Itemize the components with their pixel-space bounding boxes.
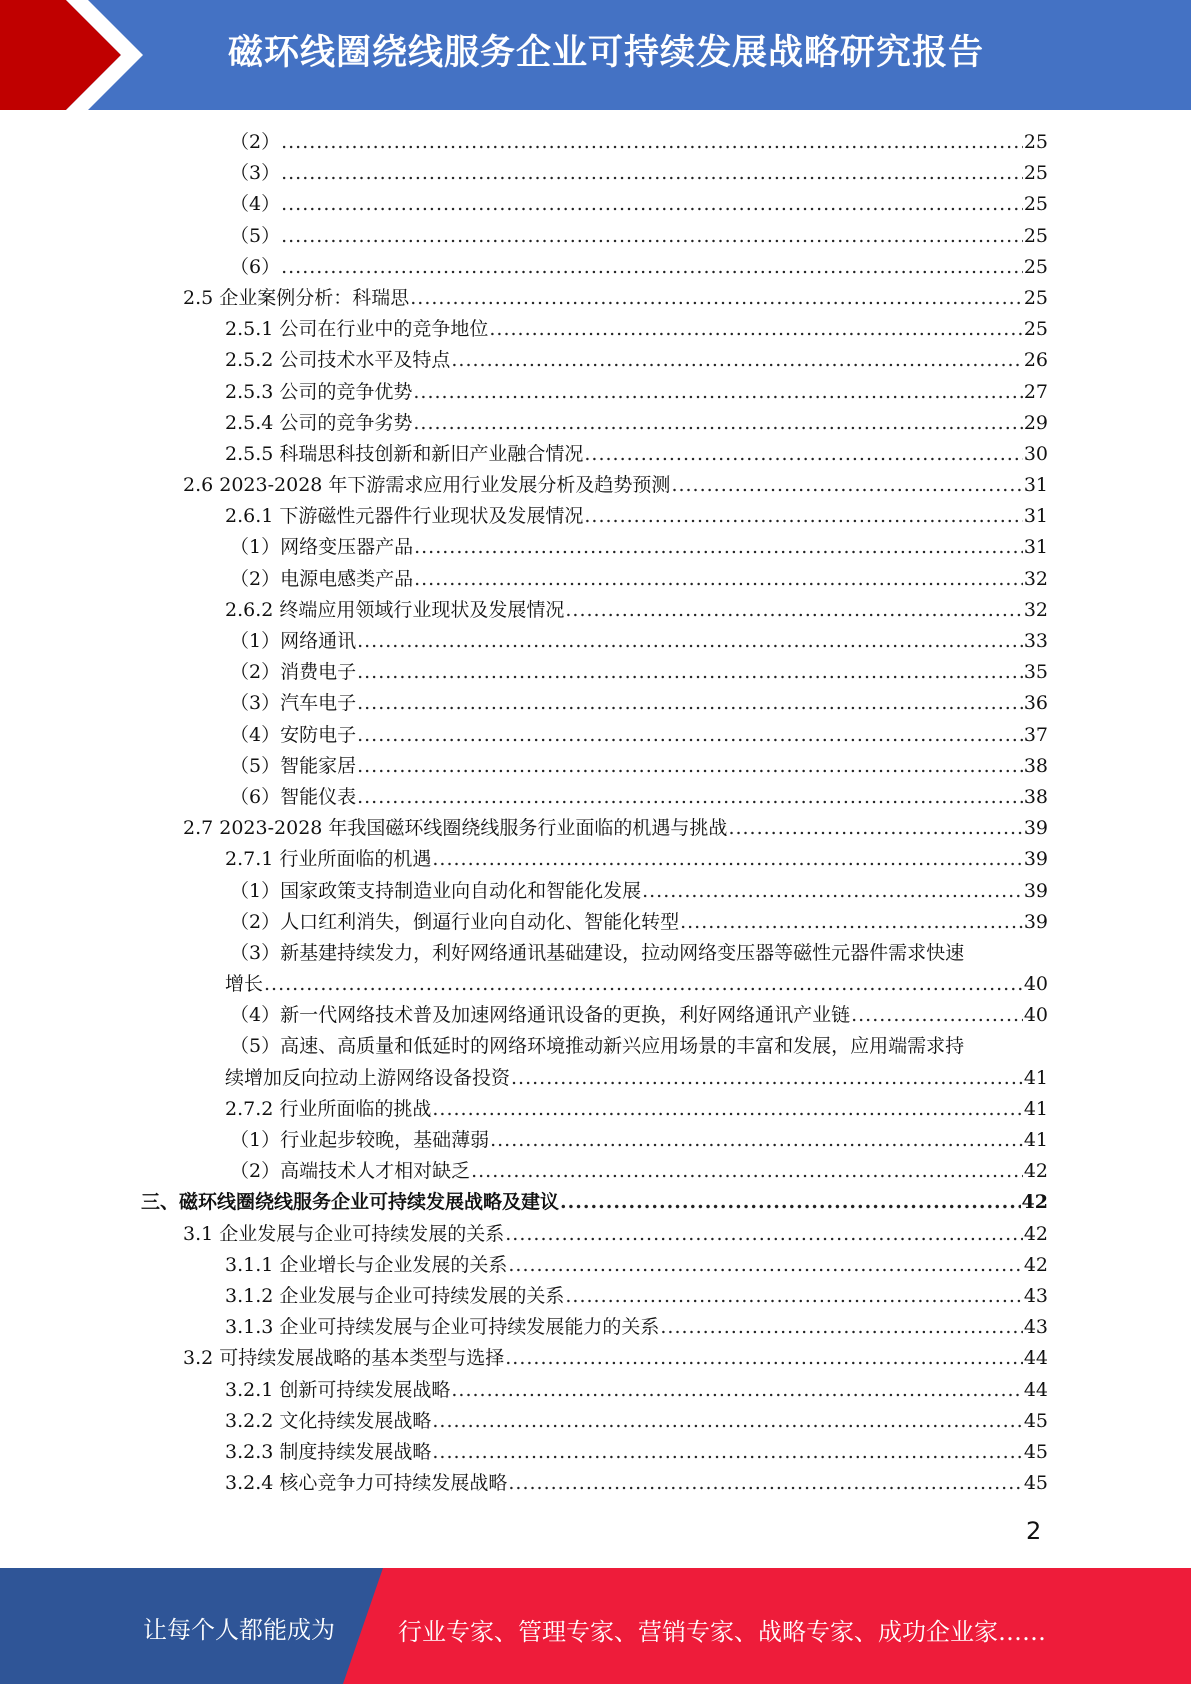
toc-entry[interactable]: [0, 127, 1191, 158]
toc-entry-wrapped-line[interactable]: [0, 938, 1191, 969]
toc-entry-page-number: 41: [1023, 1129, 1048, 1151]
toc-dot-leader: [728, 813, 1022, 844]
toc-dot-leader: [413, 377, 1022, 408]
toc-dot-leader: [584, 439, 1022, 470]
toc-dot-leader: [505, 1343, 1023, 1374]
toc-entry[interactable]: [0, 720, 1191, 751]
toc-entry-title: （6）智能仪表: [230, 785, 357, 808]
toc-dot-leader: [680, 907, 1023, 938]
toc-dot-leader: [357, 751, 1023, 782]
toc-dot-leader: [471, 1156, 1023, 1187]
toc-entry-title: 2.6.1 下游磁性元器件行业现状及发展情况: [225, 505, 584, 528]
toc-entry[interactable]: [0, 408, 1191, 439]
toc-entry-page-number: 27: [1023, 380, 1048, 403]
toc-entry[interactable]: [0, 1250, 1191, 1281]
toc-entry-page-number: 25: [1023, 193, 1048, 216]
toc-entry[interactable]: [0, 1063, 1191, 1094]
toc-entry[interactable]: [0, 532, 1191, 563]
toc-dot-leader: [508, 1250, 1022, 1281]
toc-entry-title: （2）高端技术人才相对缺乏: [230, 1160, 471, 1183]
toc-entry-page-number: 41: [1023, 1097, 1048, 1120]
toc-entry-page-number: 44: [1023, 1378, 1048, 1401]
toc-entry-title: （1）行业起步较晚，基础薄弱: [230, 1129, 490, 1151]
toc-entry[interactable]: [0, 1219, 1191, 1250]
toc-entry-title: 3.1.2 企业发展与企业可持续发展的关系: [225, 1284, 565, 1307]
toc-entry-title: 2.7.2 行业所面临的挑战: [225, 1097, 432, 1120]
toc-dot-leader: [357, 626, 1023, 657]
toc-dot-leader: [414, 532, 1023, 563]
toc-dot-leader: [490, 1125, 1023, 1156]
toc-entry-page-number: 45: [1023, 1409, 1048, 1432]
toc-entry[interactable]: [0, 1468, 1191, 1499]
toc-dot-leader: [281, 158, 1023, 189]
toc-dot-leader: [851, 1000, 1023, 1031]
toc-entry-title: 2.6.2 终端应用领域行业现状及发展情况: [225, 598, 565, 621]
footer-slogan-right: 行业专家、管理专家、营销专家、战略专家、成功企业家……: [398, 1618, 1046, 1646]
toc-entry[interactable]: [0, 969, 1191, 1000]
toc-entry-title: 续增加反向拉动上游网络设备投资: [225, 1066, 511, 1089]
page-number: 2: [1026, 1517, 1042, 1545]
toc-dot-leader: [432, 844, 1022, 875]
toc-entry[interactable]: [0, 252, 1191, 283]
toc-dot-leader: [451, 345, 1022, 376]
toc-entry-page-number: 25: [1023, 318, 1048, 341]
toc-entry-title: （4）新一代网络技术普及加速网络通讯设备的更换，利好网络通讯产业链: [230, 1004, 851, 1027]
toc-entry-page-number: 37: [1023, 723, 1048, 746]
toc-entry[interactable]: [0, 626, 1191, 657]
toc-entry[interactable]: [0, 314, 1191, 345]
toc-entry[interactable]: [0, 782, 1191, 813]
toc-entry[interactable]: [0, 345, 1191, 376]
toc-entry-title: 三、磁环线圈绕线服务企业可持续发展战略及建议: [141, 1191, 560, 1214]
toc-dot-leader: [281, 252, 1023, 283]
toc-entry-page-number: 38: [1023, 785, 1048, 808]
toc-entry-page-number: 31: [1023, 536, 1048, 559]
toc-entry-title: （2）: [230, 131, 281, 153]
toc-entry-page-number: 45: [1023, 1472, 1048, 1495]
toc-entry-title: （4）: [230, 193, 281, 216]
toc-entry[interactable]: [0, 470, 1191, 501]
toc-entry[interactable]: [0, 657, 1191, 688]
toc-entry[interactable]: [0, 1312, 1191, 1343]
toc-entry-title: 3.1.1 企业增长与企业发展的关系: [225, 1253, 508, 1276]
toc-entry-page-number: 32: [1023, 598, 1048, 621]
toc-entry-title: 2.7.1 行业所面临的机遇: [225, 848, 432, 871]
toc-entry-page-number: 31: [1023, 505, 1048, 528]
toc-dot-leader: [432, 1437, 1022, 1468]
toc-entry-title: （5）高速、高质量和低延时的网络环境推动新兴应用场景的丰富和发展，应用端需求持: [230, 1035, 965, 1058]
toc-entry-page-number: 40: [1023, 973, 1048, 996]
toc-entry-page-number: 42: [1023, 1222, 1048, 1245]
toc-dot-leader: [584, 501, 1022, 532]
toc-dot-leader: [671, 470, 1022, 501]
toc-entry-title: （2）消费电子: [230, 661, 357, 684]
toc-entry-title: （6）: [230, 255, 281, 278]
toc-dot-leader: [565, 595, 1022, 626]
toc-dot-leader: [432, 1094, 1022, 1125]
toc-entry-title: （1）网络变压器产品: [230, 536, 414, 559]
toc-entry[interactable]: [0, 1437, 1191, 1468]
toc-entry-page-number: 30: [1023, 442, 1048, 465]
toc-entry-title: 2.5.1 公司在行业中的竞争地位: [225, 318, 489, 341]
toc-entry-page-number: 29: [1023, 411, 1048, 434]
toc-entry-page-number: 25: [1023, 131, 1048, 153]
toc-entry[interactable]: [0, 1281, 1191, 1312]
toc-dot-leader: [413, 408, 1022, 439]
toc-entry[interactable]: [0, 876, 1191, 907]
toc-entry[interactable]: [0, 595, 1191, 626]
page-header: [0, 0, 1191, 110]
toc-entry-title: 2.7 2023-2028 年我国磁环线圈绕线服务行业面临的机遇与挑战: [183, 817, 728, 840]
toc-entry-page-number: 39: [1023, 817, 1048, 840]
toc-entry[interactable]: [0, 688, 1191, 719]
toc-entry-title: （5）: [230, 224, 281, 247]
toc-entry-title: 3.2.3 制度持续发展战略: [225, 1440, 432, 1463]
toc-entry-title: 3.2.4 核心竞争力可持续发展战略: [225, 1472, 508, 1495]
toc-entry-page-number: 32: [1023, 567, 1048, 590]
toc-entry[interactable]: [0, 439, 1191, 470]
report-title: 磁环线圈绕线服务企业可持续发展战略研究报告: [228, 33, 985, 73]
toc-entry-title: （3）新基建持续发力，利好网络通讯基础建设，拉动网络变压器等磁性元器件需求快速: [230, 941, 965, 964]
toc-entry[interactable]: [0, 1343, 1191, 1374]
toc-entry-title: （3）汽车电子: [230, 692, 357, 715]
toc-entry-page-number: 25: [1023, 162, 1048, 185]
toc-entry-page-number: 25: [1023, 286, 1048, 309]
toc-entry[interactable]: [0, 1000, 1191, 1031]
toc-dot-leader: [560, 1187, 1021, 1218]
toc-entry[interactable]: [0, 283, 1191, 314]
toc-entry[interactable]: [0, 1406, 1191, 1437]
toc-entry-page-number: 35: [1023, 661, 1048, 684]
toc-entry-page-number: 31: [1023, 474, 1048, 497]
toc-entry-title: 2.5.5 科瑞思科技创新和新旧产业融合情况: [225, 442, 584, 465]
toc-entry-page-number: 45: [1023, 1440, 1048, 1463]
toc-entry-title: 3.2.2 文化持续发展战略: [225, 1409, 432, 1432]
toc-entry-title: 2.6 2023-2028 年下游需求应用行业发展分析及趋势预测: [183, 474, 671, 497]
toc-entry[interactable]: [0, 501, 1191, 532]
toc-entry-title: （1）国家政策支持制造业向自动化和智能化发展: [230, 879, 642, 902]
toc-entry[interactable]: [0, 813, 1191, 844]
toc-entry-title: 2.5.4 公司的竞争劣势: [225, 411, 413, 434]
toc-entry-page-number: 25: [1023, 224, 1048, 247]
header-arrow-decoration: [0, 0, 150, 110]
toc-entry[interactable]: [0, 1125, 1191, 1156]
toc-entry-page-number: 39: [1023, 879, 1048, 902]
toc-entry[interactable]: [0, 1156, 1191, 1187]
toc-entry-title: 3.2 可持续发展战略的基本类型与选择: [183, 1347, 505, 1370]
toc-entry[interactable]: [0, 377, 1191, 408]
toc-entry-page-number: 39: [1023, 848, 1048, 871]
toc-dot-leader: [565, 1281, 1022, 1312]
toc-entry-page-number: 39: [1023, 910, 1048, 933]
toc-entry-title: （4）安防电子: [230, 723, 357, 746]
toc-entry-title: （2）电源电感类产品: [230, 567, 414, 590]
toc-dot-leader: [357, 688, 1023, 719]
toc-entry-page-number: 42: [1023, 1253, 1048, 1276]
toc-entry-title: 2.5 企业案例分析：科瑞思: [183, 286, 410, 309]
toc-dot-leader: [508, 1468, 1022, 1499]
toc-entry-title: 增长: [225, 973, 264, 996]
toc-entry[interactable]: [0, 844, 1191, 875]
toc-dot-leader: [264, 969, 1023, 1000]
toc-dot-leader: [511, 1063, 1023, 1094]
toc-dot-leader: [410, 283, 1023, 314]
toc-dot-leader: [489, 314, 1022, 345]
toc-entry[interactable]: [0, 907, 1191, 938]
toc-entry-title: 3.1 企业发展与企业可持续发展的关系: [183, 1222, 505, 1245]
toc-entry-title: 3.2.1 创新可持续发展战略: [225, 1378, 451, 1401]
footer-slogan-left: 让每个人都能成为: [143, 1616, 335, 1644]
toc-entry-title: （3）: [230, 162, 281, 185]
toc-entry-page-number: 40: [1023, 1004, 1048, 1027]
toc-entry-page-number: 41: [1023, 1066, 1048, 1089]
toc-entry[interactable]: [0, 751, 1191, 782]
toc-dot-leader: [281, 221, 1023, 252]
toc-dot-leader: [357, 782, 1023, 813]
toc-dot-leader: [432, 1406, 1022, 1437]
toc-dot-leader: [642, 876, 1023, 907]
toc-entry-page-number: 43: [1023, 1316, 1048, 1339]
toc-entry-page-number: 25: [1023, 255, 1048, 278]
toc-entry-title: 3.1.3 企业可持续发展与企业可持续发展能力的关系: [225, 1316, 660, 1339]
toc-entry-page-number: 42: [1023, 1160, 1048, 1183]
toc-entry-page-number: 43: [1023, 1284, 1048, 1307]
toc-dot-leader: [505, 1219, 1023, 1250]
toc-entry-title: 2.5.3 公司的竞争优势: [225, 380, 413, 403]
toc-entry-page-number: 36: [1023, 692, 1048, 715]
table-of-contents: [0, 127, 1191, 1499]
toc-dot-leader: [660, 1312, 1022, 1343]
toc-entry-page-number: 33: [1023, 630, 1048, 652]
toc-entry-title: （2）人口红利消失，倒逼行业向自动化、智能化转型: [230, 910, 680, 933]
toc-dot-leader: [357, 720, 1023, 751]
toc-entry-page-number: 42: [1021, 1191, 1048, 1214]
toc-entry-page-number: 44: [1023, 1347, 1048, 1370]
toc-entry-page-number: 38: [1023, 754, 1048, 777]
toc-entry[interactable]: [0, 189, 1191, 220]
toc-dot-leader: [451, 1375, 1022, 1406]
toc-entry[interactable]: [0, 1094, 1191, 1125]
toc-entry-title: 2.5.2 公司技术水平及特点: [225, 349, 451, 372]
toc-dot-leader: [281, 127, 1023, 158]
toc-dot-leader: [357, 657, 1023, 688]
toc-entry-title: （5）智能家居: [230, 754, 357, 777]
toc-entry[interactable]: [0, 1375, 1191, 1406]
toc-entry[interactable]: [0, 564, 1191, 595]
toc-entry[interactable]: [0, 158, 1191, 189]
toc-dot-leader: [281, 189, 1023, 220]
toc-entry-wrapped-line[interactable]: [0, 1031, 1191, 1062]
toc-entry[interactable]: [0, 221, 1191, 252]
toc-entry-page-number: 26: [1023, 349, 1048, 372]
toc-dot-leader: [414, 564, 1023, 595]
toc-entry-title: （1）网络通讯: [230, 630, 357, 652]
toc-entry[interactable]: [0, 1187, 1191, 1218]
